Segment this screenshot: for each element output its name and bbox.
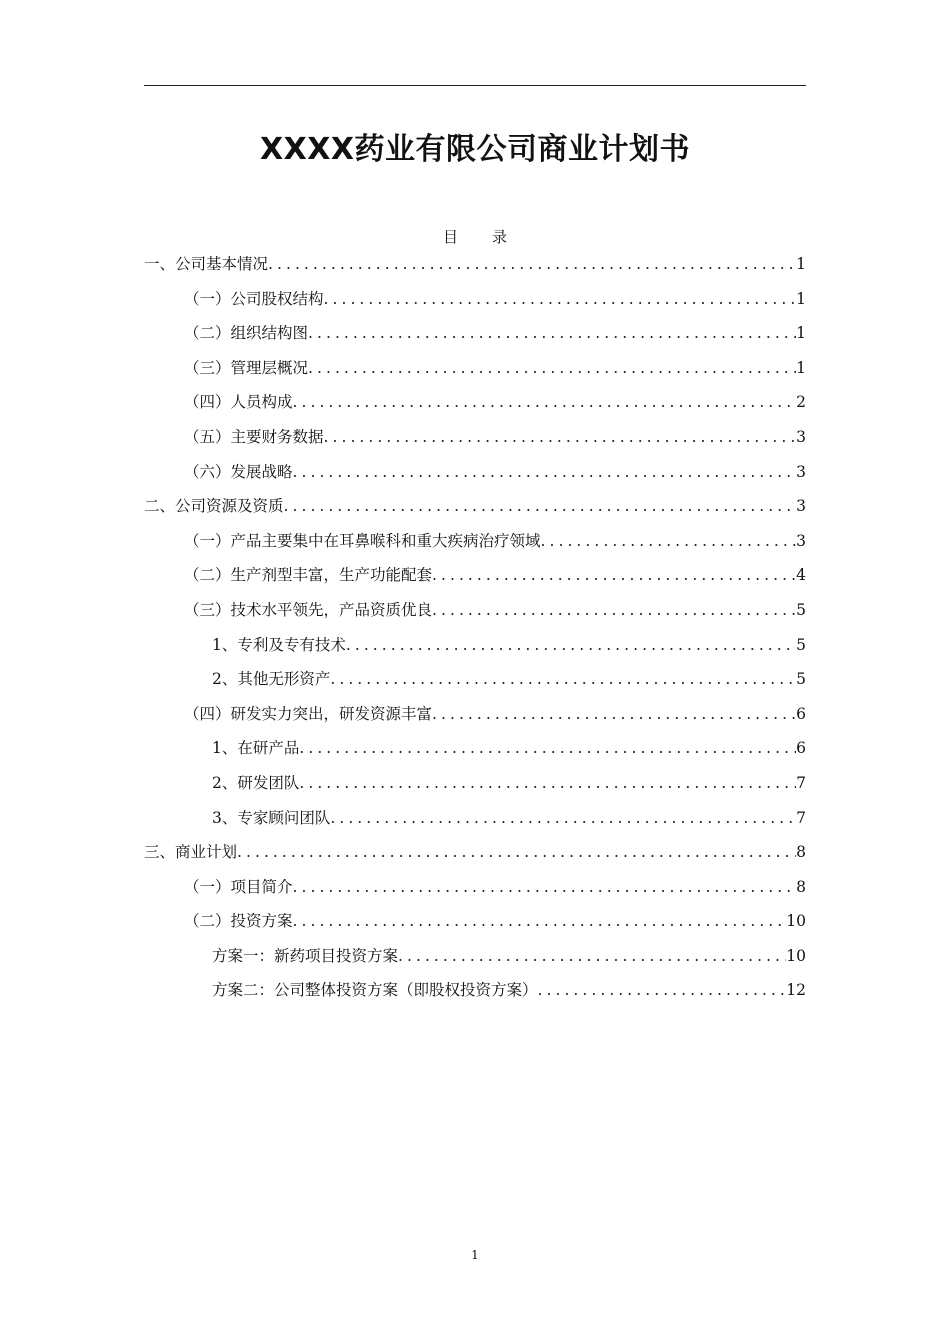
toc-dot-leader bbox=[324, 282, 797, 317]
toc-entry[interactable] bbox=[144, 316, 806, 351]
toc-entry-page: 1 bbox=[796, 324, 806, 343]
toc-dot-leader bbox=[299, 731, 796, 766]
toc-entry-title: 1、在研产品 bbox=[212, 739, 300, 758]
toc-heading: 目录 bbox=[442, 228, 541, 246]
toc-dot-leader bbox=[432, 697, 796, 732]
toc-dot-leader bbox=[293, 870, 797, 905]
toc-entry-title: （六）发展战略 bbox=[184, 462, 293, 481]
toc-dot-leader bbox=[308, 351, 796, 386]
toc-entry-page: 6 bbox=[796, 739, 806, 758]
toc-dot-leader bbox=[293, 904, 787, 939]
toc-dot-leader bbox=[432, 593, 796, 628]
toc-dot-leader bbox=[237, 835, 796, 870]
toc-dot-leader bbox=[308, 316, 796, 351]
toc-entry-page: 8 bbox=[796, 877, 806, 896]
toc-dot-leader bbox=[346, 628, 796, 663]
toc-entry-page: 3 bbox=[796, 462, 806, 481]
toc-dot-leader bbox=[293, 385, 797, 420]
toc-entry-title: （一）公司股权结构 bbox=[184, 289, 324, 308]
toc-dot-leader bbox=[299, 766, 796, 801]
toc-entry-page: 12 bbox=[786, 981, 806, 1000]
toc-dot-leader bbox=[284, 489, 797, 524]
toc-entry[interactable] bbox=[144, 697, 806, 732]
toc-entry[interactable] bbox=[144, 524, 806, 559]
toc-entry[interactable] bbox=[144, 247, 806, 282]
toc-entry[interactable] bbox=[144, 628, 806, 663]
toc-entry[interactable] bbox=[144, 904, 806, 939]
toc-entry-title: （二）投资方案 bbox=[184, 912, 293, 931]
toc-entry-title: 1、专利及专有技术 bbox=[212, 635, 346, 654]
toc-entry-title: 三、商业计划 bbox=[144, 843, 238, 862]
table-of-contents bbox=[144, 247, 806, 1008]
toc-entry-title: 二、公司资源及资质 bbox=[144, 497, 284, 516]
toc-entry[interactable] bbox=[144, 282, 806, 317]
toc-dot-leader bbox=[330, 662, 796, 697]
toc-dot-leader bbox=[538, 973, 787, 1008]
toc-dot-leader bbox=[432, 558, 796, 593]
toc-entry[interactable] bbox=[144, 558, 806, 593]
toc-entry[interactable] bbox=[144, 973, 806, 1008]
toc-entry-title: （四）研发实力突出，研发资源丰富 bbox=[184, 704, 433, 723]
document-title: XXXX药业有限公司商业计划书 bbox=[259, 132, 691, 167]
toc-entry-title: （一）项目简介 bbox=[184, 877, 293, 896]
toc-entry-page: 5 bbox=[796, 635, 806, 654]
toc-entry[interactable] bbox=[144, 835, 806, 870]
toc-dot-leader bbox=[324, 420, 797, 455]
toc-entry-title: （三）技术水平领先，产品资质优良 bbox=[184, 600, 433, 619]
toc-entry[interactable] bbox=[144, 939, 806, 974]
toc-entry-title: （四）人员构成 bbox=[184, 393, 293, 412]
toc-entry-title: （五）主要财务数据 bbox=[184, 427, 324, 446]
toc-entry-title: （二）生产剂型丰富，生产功能配套 bbox=[184, 566, 433, 585]
header-rule bbox=[144, 85, 806, 86]
toc-entry[interactable] bbox=[144, 455, 806, 490]
toc-entry-page: 2 bbox=[796, 393, 806, 412]
toc-entry-page: 10 bbox=[786, 946, 806, 965]
toc-entry[interactable] bbox=[144, 420, 806, 455]
toc-entry-title: （二）组织结构图 bbox=[184, 324, 309, 343]
toc-dot-leader bbox=[398, 939, 786, 974]
toc-entry-page: 3 bbox=[796, 497, 806, 516]
toc-entry-page: 6 bbox=[796, 704, 806, 723]
toc-dot-leader bbox=[330, 801, 796, 836]
toc-entry[interactable] bbox=[144, 731, 806, 766]
toc-entry[interactable] bbox=[144, 593, 806, 628]
toc-entry[interactable] bbox=[144, 766, 806, 801]
toc-entry-page: 1 bbox=[796, 289, 806, 308]
toc-dot-leader bbox=[293, 455, 797, 490]
toc-entry-page: 8 bbox=[796, 843, 806, 862]
toc-entry-title: 2、其他无形资产 bbox=[212, 670, 331, 689]
toc-entry-title: 方案二：公司整体投资方案（即股权投资方案） bbox=[212, 981, 538, 1000]
toc-entry-page: 3 bbox=[796, 427, 806, 446]
toc-entry-page: 3 bbox=[796, 531, 806, 550]
toc-dot-leader bbox=[541, 524, 797, 559]
toc-entry[interactable] bbox=[144, 801, 806, 836]
toc-entry[interactable] bbox=[144, 385, 806, 420]
toc-entry-title: 一、公司基本情况 bbox=[144, 255, 269, 273]
toc-entry-page: 4 bbox=[796, 566, 806, 585]
toc-entry-page: 5 bbox=[796, 670, 806, 689]
toc-entry[interactable] bbox=[144, 351, 806, 386]
toc-entry[interactable] bbox=[144, 662, 806, 697]
toc-entry-title: （三）管理层概况 bbox=[184, 358, 309, 377]
toc-entry[interactable] bbox=[144, 870, 806, 905]
toc-entry-page: 1 bbox=[796, 358, 806, 377]
page-number: 1 bbox=[471, 1248, 479, 1262]
toc-entry-title: 2、研发团队 bbox=[212, 773, 300, 792]
toc-entry[interactable] bbox=[144, 489, 806, 524]
toc-entry-page: 10 bbox=[786, 912, 806, 931]
toc-entry-page: 7 bbox=[796, 773, 806, 792]
toc-entry-page: 5 bbox=[796, 600, 806, 619]
toc-entry-title: 方案一：新药项目投资方案 bbox=[212, 946, 399, 965]
toc-entry-page: 7 bbox=[796, 808, 806, 827]
toc-entry-page: 1 bbox=[796, 255, 806, 273]
toc-entry-title: 3、专家顾问团队 bbox=[212, 808, 331, 827]
toc-dot-leader bbox=[268, 247, 796, 282]
toc-entry-title: （一）产品主要集中在耳鼻喉科和重大疾病治疗领域 bbox=[184, 531, 541, 550]
